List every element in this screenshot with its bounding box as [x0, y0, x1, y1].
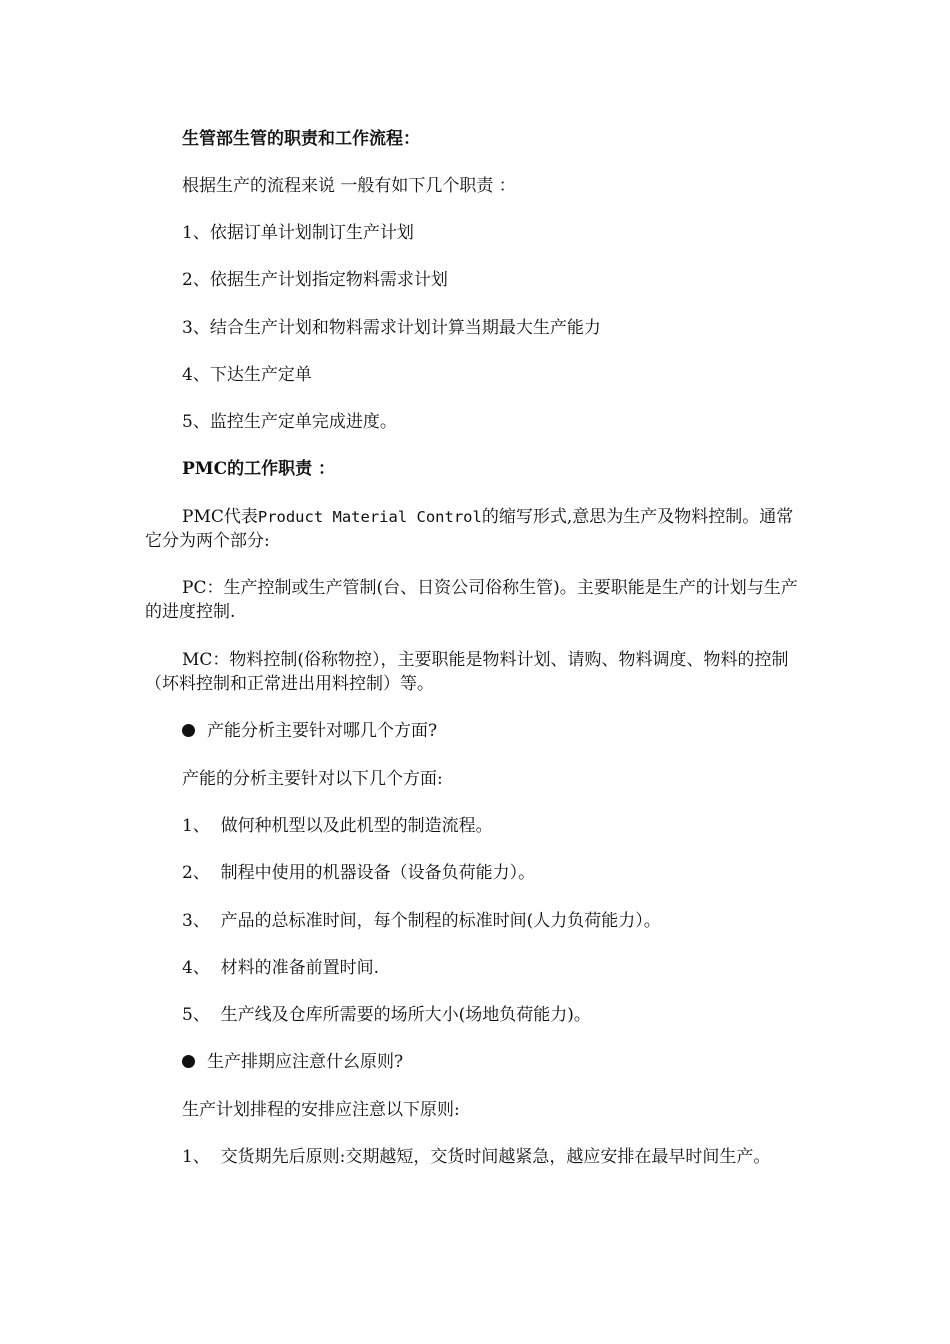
capacity-item-4: [145, 956, 810, 980]
capacity-item-5: [145, 1003, 810, 1027]
pmc-definition-paragraph: [145, 505, 810, 553]
capacity-item-3: [145, 909, 810, 933]
list-text: 制程中使用的机器设备（设备负荷能力）。: [220, 863, 536, 883]
list-number: 4、: [182, 958, 210, 978]
list-number: 3、: [182, 911, 210, 931]
question-text: 产能分析主要针对哪几个方面?: [207, 721, 438, 741]
duty-item-5: 5、监控生产定单完成进度。: [182, 412, 397, 432]
answer-scheduling-intro: 生产计划排程的安排应注意以下原则:: [182, 1100, 460, 1120]
list-text: 做何种机型以及此机型的制造流程。: [220, 816, 493, 836]
bullet-icon: [182, 1055, 195, 1068]
heading-pmc-duties: PMC的工作职责 ：: [182, 459, 336, 479]
pmc-english-term: Product Material Control: [257, 508, 482, 526]
duty-item-3: 3、结合生产计划和物料需求计划计算当期最大生产能力: [182, 318, 601, 338]
pmc-prefix: PMC代表: [182, 507, 258, 527]
schedule-item-1: [145, 1145, 810, 1169]
capacity-item-2: [145, 861, 810, 885]
list-number: 2、: [182, 863, 210, 883]
list-text: 材料的准备前置时间.: [220, 958, 380, 978]
question-capacity-analysis: [145, 719, 810, 743]
list-text: 生产线及仓库所需要的场所大小(场地负荷能力)。: [220, 1005, 591, 1025]
duty-item-2: 2、依据生产计划指定物料需求计划: [182, 270, 448, 290]
pc-paragraph: PC：生产控制或生产管制(台、日资公司俗称生管)。主要职能是生产的计划与生产的进度控制.: [145, 578, 798, 622]
answer-capacity-intro: 产能的分析主要针对以下几个方面:: [182, 769, 443, 789]
question-text: 生产排期应注意什幺原则?: [207, 1052, 404, 1072]
pmc-rest: 的缩写形式,意思为生产及物料控制。通常它分为两个部分:: [145, 507, 794, 551]
question-scheduling-principles: [145, 1050, 810, 1074]
duty-item-1: 1、依据订单计划制订生产计划: [182, 223, 414, 243]
list-text: 产品的总标准时间，每个制程的标准时间(人力负荷能力）。: [220, 911, 661, 931]
capacity-item-1: [145, 814, 810, 838]
duty-item-4: 4、下达生产定单: [182, 365, 312, 385]
heading-production-duties: 生管部生管的职责和工作流程：: [182, 129, 420, 149]
list-number: 5、: [182, 1005, 210, 1025]
intro-paragraph: 根据生产的流程来说 一般有如下几个职责 ：: [182, 176, 516, 196]
list-text: 交货期先后原则:交期越短，交货时间越紧急，越应安排在最早时间生产。: [220, 1147, 771, 1167]
list-number: 1、: [182, 816, 210, 836]
list-number: 1、: [182, 1147, 210, 1167]
bullet-icon: [182, 724, 195, 737]
mc-paragraph: MC：物料控制(俗称物控），主要职能是物料计划、请购、物料调度、物料的控制（坏料控制和正常进出用料控制）等。: [145, 650, 789, 694]
